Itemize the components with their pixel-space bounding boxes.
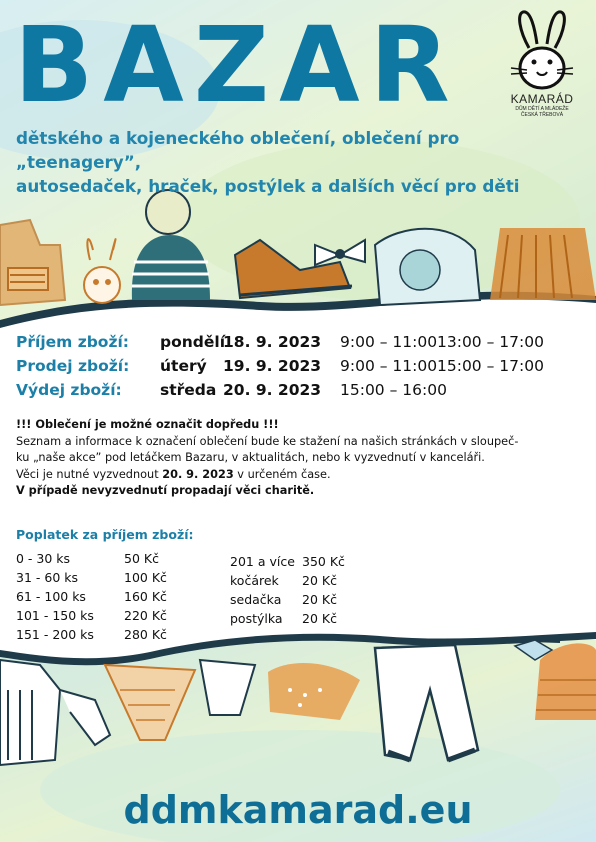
rabbit-icon (509, 10, 575, 92)
fees-table-left (16, 549, 216, 644)
fee-row (230, 590, 380, 609)
fee-row (16, 549, 216, 568)
info-date: 20. 9. 2023 (162, 467, 234, 481)
info-text: v určeném čase. (233, 467, 331, 481)
schedule-time: 13:00 – 17:00 (437, 333, 544, 351)
schedule-time: 9:00 – 11:00 (340, 333, 438, 351)
schedule (16, 330, 586, 402)
fee-row (16, 568, 216, 587)
subtitle-line-2: autosedaček, hraček, postýlek a dalších věcí pro děti (16, 176, 520, 196)
subtitle-line-1: dětského a kojeneckého oblečení, oblečení pro „teenagery”, (16, 128, 460, 172)
info-notice: !!! Oblečení je možné označit dopředu !!! (16, 418, 279, 431)
fee-range: kočárek (230, 573, 279, 588)
fee-row (16, 625, 216, 644)
schedule-time: 15:00 – 16:00 (340, 381, 447, 399)
subtitle (16, 126, 586, 198)
fee-range: 0 - 30 ks (16, 551, 71, 566)
fee-range: 61 - 100 ks (16, 589, 86, 604)
info-text: Věci je nutné vyzvednout (16, 467, 163, 481)
blouse-icon (200, 660, 360, 720)
fee-row (230, 609, 380, 628)
schedule-label: Výdej zboží: (16, 381, 122, 399)
fee-price: 350 Kč (302, 554, 345, 569)
fee-range: 201 a více (230, 554, 295, 569)
schedule-label: Příjem zboží: (16, 333, 129, 351)
info-text: ku „naše akce” pod letáčkem Bazaru, v aktualitách, nebo k vyzvednutí v kanceláři. (16, 451, 485, 464)
fees-title: Poplatek za příjem zboží: (16, 527, 194, 542)
fee-range: postýlka (230, 611, 283, 626)
fee-price: 20 Kč (302, 592, 337, 607)
schedule-day: pondělí (160, 333, 226, 351)
schedule-date: 19. 9. 2023 (223, 357, 322, 375)
logo-name: KAMARÁD (510, 92, 574, 106)
fees-table-right (230, 552, 380, 628)
schedule-time: 9:00 – 11:00 (340, 357, 438, 375)
info-charity-note: V případě nevyzvednutí propadají věci charitě. (16, 484, 315, 497)
schedule-row-intake (16, 330, 586, 354)
schedule-day: úterý (160, 357, 207, 375)
fee-row (230, 571, 380, 590)
fee-row (16, 587, 216, 606)
fee-range: sedačka (230, 592, 282, 607)
skirt-icon (490, 228, 596, 300)
logo-line1: DŮM DĚTÍ A MLÁDEŽE (515, 106, 569, 112)
info-text: Seznam a informace k označení oblečení bude ke stažení na našich stránkách v sloupeč- (16, 434, 519, 448)
fee-price: 20 Kč (302, 611, 337, 626)
info-pickup-note (16, 467, 584, 484)
schedule-day: středa (160, 381, 217, 399)
page-title: BAZAR (14, 4, 460, 126)
fee-price: 220 Kč (124, 608, 167, 623)
fee-range: 31 - 60 ks (16, 570, 78, 585)
fee-range: 151 - 200 ks (16, 627, 94, 642)
website-link[interactable]: ddmkamarad.eu (123, 788, 473, 832)
fee-row (16, 606, 216, 625)
fee-price: 50 Kč (124, 551, 159, 566)
schedule-row-sale (16, 354, 586, 378)
fee-price: 160 Kč (124, 589, 167, 604)
fee-row (230, 552, 380, 571)
fee-price: 100 Kč (124, 570, 167, 585)
logo (500, 10, 584, 118)
schedule-label: Prodej zboží: (16, 357, 130, 375)
fee-range: 101 - 150 ks (16, 608, 94, 623)
sweater-icon (375, 229, 480, 305)
fee-price: 20 Kč (302, 573, 337, 588)
info-block (16, 417, 584, 500)
fee-price: 280 Kč (124, 627, 167, 642)
schedule-time: 15:00 – 17:00 (437, 357, 544, 375)
schedule-date: 20. 9. 2023 (223, 381, 322, 399)
logo-line2: ČESKÁ TŘEBOVÁ (520, 112, 564, 118)
schedule-row-pickup (16, 378, 586, 402)
schedule-date: 18. 9. 2023 (223, 333, 322, 351)
